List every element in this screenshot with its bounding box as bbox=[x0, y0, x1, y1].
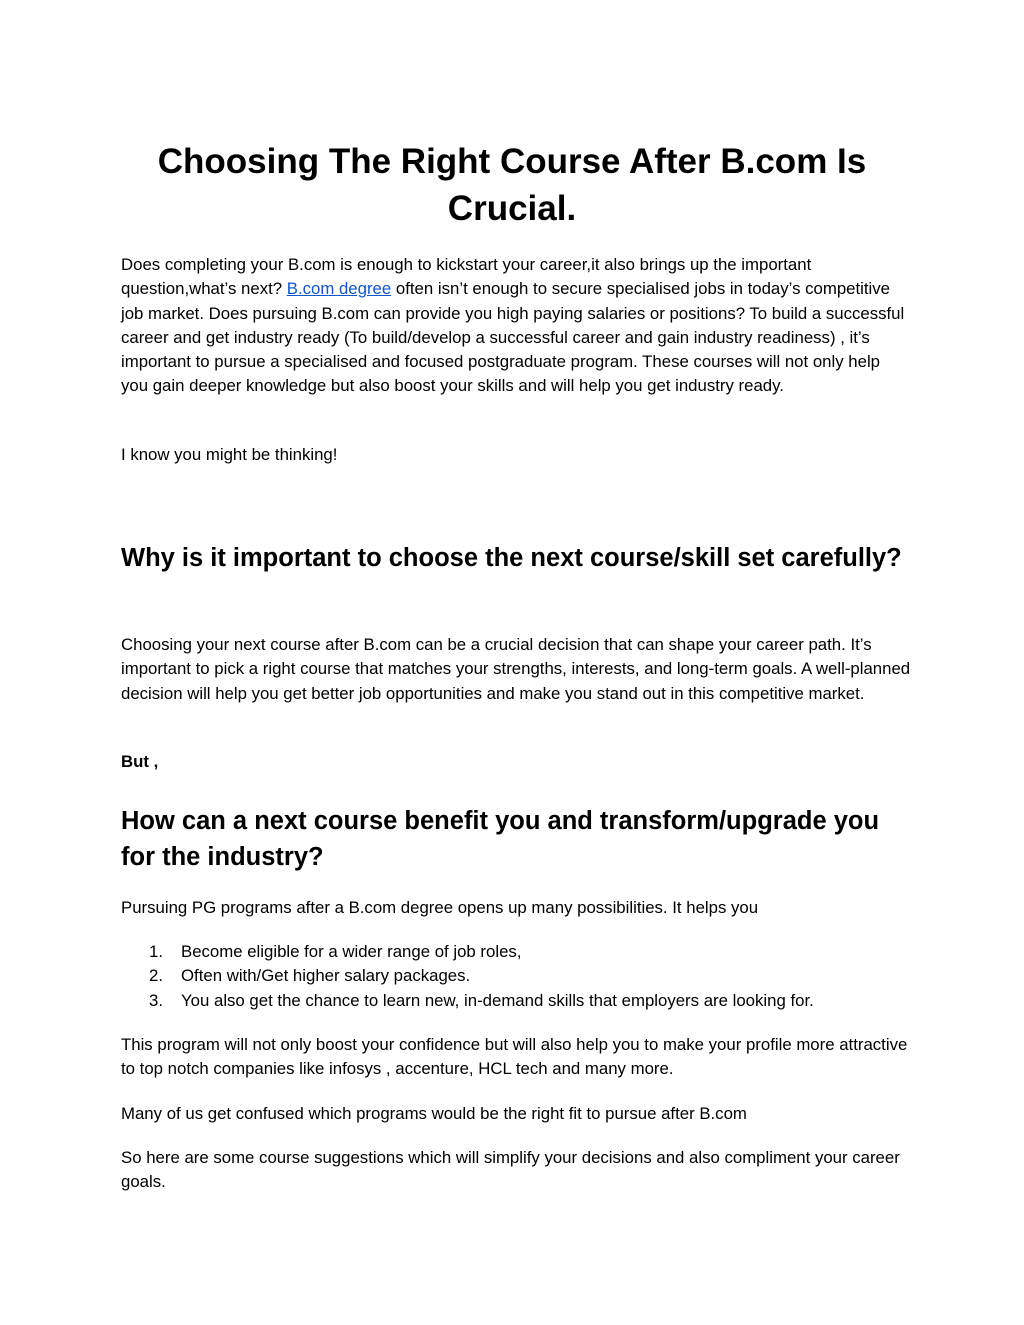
but-text: But , bbox=[121, 752, 159, 771]
list-item bbox=[121, 964, 911, 988]
section2-lead: Pursuing PG programs after a B.com degree opens up many possibilities. It helps you bbox=[121, 898, 759, 917]
section2-paragraph-2: This program will not only boost your confidence but will also help you to make your profile more attractive to top notch companies like infosys , accenture, HCL tech and many more. bbox=[121, 1035, 908, 1079]
list-item-text: Become eligible for a wider range of job roles, bbox=[181, 942, 522, 961]
bcom-degree-link[interactable]: B.com degree bbox=[286, 279, 392, 299]
list-item bbox=[121, 940, 911, 964]
list-item-number: 1. bbox=[149, 942, 163, 961]
intro-text-before-link: Does completing your B.com is enough to kickstart your career,it also brings up the important question,what’s next? bbox=[121, 255, 812, 299]
list-item-number: 3. bbox=[149, 990, 163, 1010]
thinking-text: I know you might be thinking! bbox=[121, 445, 338, 464]
list-item-number: 2. bbox=[149, 966, 163, 986]
list-item-text: Often with/Get higher salary packages. bbox=[181, 966, 471, 986]
list-item bbox=[121, 989, 911, 1013]
intro-text-after-link: often isn’t enough to secure specialised jobs in today’s competitive job market. Does pursuing B.com can provide you high paying salaries or positions? To build a successful career and get industry ready (To build/develop a successful career and gain industry readiness) , it’s important to pursue a specialised and focused postgraduate program. These courses will not only help you gain deeper knowledge but also boost your skills and will help you get industry ready. bbox=[121, 279, 905, 396]
benefits-list bbox=[121, 940, 911, 1013]
section2-heading: How can a next course benefit you and transform/upgrade you for the industry? bbox=[121, 807, 880, 871]
page-title: Choosing The Right Course After B.com Is Crucial. bbox=[157, 142, 867, 228]
section1-heading: Why is it important to choose the next course/skill set carefully? bbox=[121, 544, 902, 572]
section2-paragraph-3: Many of us get confused which programs would be the right fit to pursue after B.com bbox=[121, 1104, 747, 1123]
list-item-text: You also get the chance to learn new, in-demand skills that employers are looking for. bbox=[181, 990, 814, 1010]
intro-paragraph bbox=[121, 253, 911, 399]
section2-paragraph-4: So here are some course suggestions which will simplify your decisions and also compliment your career goals. bbox=[121, 1148, 900, 1192]
section1-paragraph: Choosing your next course after B.com can be a crucial decision that can shape your career path. It’s important to pick a right course that matches your strengths, interests, and long-term goals. A well-planned decision will help you get better job opportunities and make you stand out in this competitive market. bbox=[121, 635, 911, 703]
